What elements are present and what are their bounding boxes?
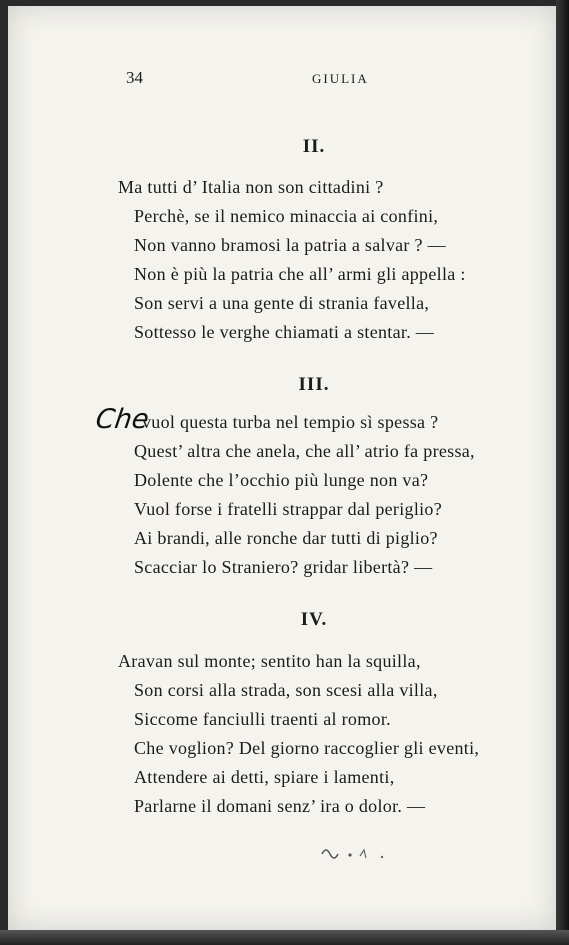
verse-line: Aravan sul monte; sentito han la squilla, [118,651,421,671]
page-header [126,68,546,92]
verse-line: Ma tutti d’ Italia non son cittadini ? [118,177,384,197]
verse-line: Perchè, se il nemico minaccia ai confini, [134,206,439,226]
printer-ornament [320,844,390,869]
verse-line: Che voglion? Del giorno raccoglier gli eventi, [134,738,480,758]
verse-line: Son corsi alla strada, son scesi alla villa, [134,680,438,700]
section-title-iii: III. [298,374,330,395]
verse-line: Dolente che l’occhio più lunge non va? [134,470,429,490]
page-number: 34 [126,68,143,87]
section-title-iv: IV. [300,609,328,630]
page-bottom-edge [0,930,569,945]
running-title: GIULIA [312,71,369,86]
book-spine-shadow [556,0,569,945]
verse-line: Quest’ altra che anela, che all’ atrio fa pressa, [134,441,475,461]
verse-line: Attendere ai detti, spiare i lamenti, [134,767,395,787]
verse-line: Vuol forse i fratelli strappar dal periglio? [134,499,443,519]
book-page [8,6,556,930]
verse-line: Non vanno bramosi la patria a salvar ? — [134,235,446,255]
verse-line: Sottesso le verghe chiamati a stentar. — [134,322,435,342]
section-title-ii: II. [302,136,326,157]
handwritten-annotation: Che [93,404,151,435]
verse-line: Son servi a una gente di strania favella, [134,293,430,313]
ornament-icon [320,844,390,864]
verse-line: Siccome fanciulli traenti al romor. [134,709,391,729]
verse-line: Ai brandi, alle ronche dar tutti di piglio? [134,528,438,548]
verse-line: Scacciar lo Straniero? gridar libertà? — [134,557,433,577]
verse-line: Parlarne il domani senz’ ira o dolor. — [134,796,426,816]
verse-line: Non è più la patria che all’ armi gli appella : [134,264,466,284]
verse-line: vuol questa turba nel tempio sì spessa ? [142,412,439,432]
